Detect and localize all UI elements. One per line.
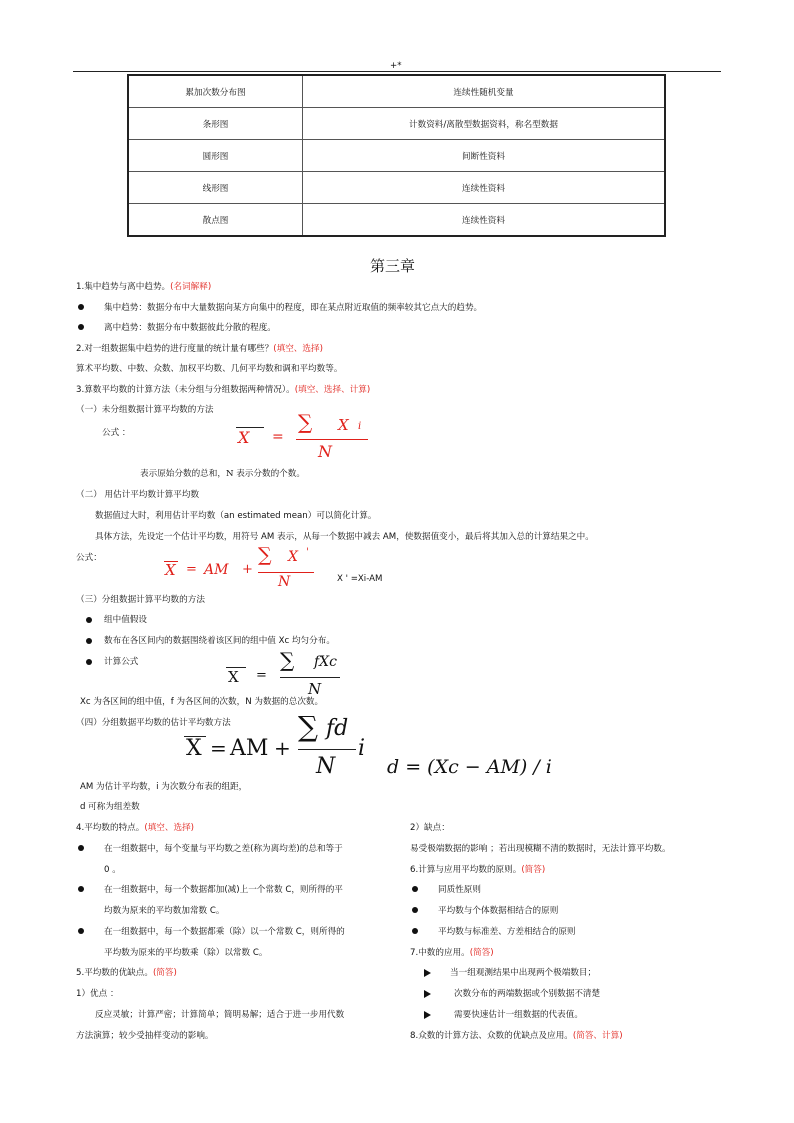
q4-tag: (填空、选择)	[144, 823, 195, 833]
q3-s3-item: 数布在各区间内的数据围绕着该区间的组中值 Xc 均匀分布。	[104, 636, 335, 646]
q4-item-line: 0 。	[104, 865, 121, 875]
overline	[164, 561, 178, 562]
bullet-icon	[86, 617, 92, 623]
formula-eq: =	[210, 736, 227, 760]
table-cell: 线形图	[128, 172, 303, 204]
q3-title	[76, 384, 370, 396]
q3-s4-note: AM 为估计平均数，i 为次数分布表的组距，	[80, 782, 248, 792]
formula-eq: =	[272, 429, 284, 445]
formula-unweighted-mean	[230, 412, 370, 464]
table-cell: 计数资料/离散型数据资料，称名型数据	[303, 108, 666, 140]
formula-sub: i	[358, 421, 362, 432]
q4-item-line: 平均数为原来的平均数乘（除）以常数 C。	[104, 948, 268, 958]
q4-item-line: 在一组数据中，每个变量与平均数之差(称为离均差)的总和等于	[104, 844, 343, 854]
q8-title	[410, 1030, 623, 1042]
q5-title-text: 5.平均数的优缺点。	[76, 968, 153, 978]
arrow-bullet-icon	[424, 969, 431, 977]
bullet-icon	[86, 638, 92, 644]
q6-title-text: 6.计算与应用平均数的原则。	[410, 865, 522, 875]
bullet-icon	[86, 659, 92, 665]
formula-grouped-estimated-mean	[180, 710, 380, 780]
formula-am: AM	[204, 562, 229, 578]
q4-title	[76, 822, 194, 834]
q3-s4-note: d 可称为组差数	[80, 802, 140, 812]
overline	[236, 427, 264, 428]
header-rule	[73, 71, 721, 72]
cons-label: 2）缺点：	[410, 823, 450, 833]
table-row	[128, 75, 665, 108]
q6-item: 同质性原则	[438, 885, 481, 895]
q1-title	[76, 281, 211, 293]
q3-tag: (填空、选择、计算)	[294, 385, 371, 395]
q5-pros-label: 1）优点 ：	[76, 989, 119, 999]
table-row	[128, 108, 665, 140]
q3-s2-line: 数据值过大时，利用估计平均数（an estimated mean）可以简化计算。	[95, 511, 377, 521]
q3-s2-side-formula: X ' =Xi-AM	[337, 574, 383, 584]
q8-title-text: 8.众数的计算方法、众数的优缺点及应用。	[410, 1031, 573, 1041]
q6-title	[410, 864, 545, 876]
formula-lhs: X	[186, 736, 202, 761]
q7-item: 次数分布的两端数据或个别数据不清楚	[454, 989, 601, 999]
formula-am: AM	[230, 736, 269, 761]
q3-s3-item: 组中值假设	[104, 615, 147, 625]
q1-title-text: 1.集中趋势与离中趋势。	[76, 282, 171, 292]
formula-lhs: X	[165, 561, 176, 579]
formula-num: X	[288, 549, 298, 565]
fraction-bar	[280, 677, 340, 678]
q7-item: 当一组观测结果中出现两个极端数目；	[450, 968, 597, 978]
bullet-icon	[78, 886, 84, 892]
q7-tag: (简答)	[469, 948, 494, 958]
table-cell: 散点图	[128, 204, 303, 237]
q3-s1-heading: （一）未分组数据计算平均数的方法	[76, 405, 214, 415]
formula-lhs: X	[228, 668, 239, 686]
formula-estimated-mean	[160, 545, 330, 593]
table-row	[128, 140, 665, 172]
q3-s4-heading: （四）分组数据平均数的估计平均数方法	[76, 718, 231, 728]
q3-s2-formula-label: 公式：	[76, 553, 102, 563]
formula-grouped-mean	[222, 650, 342, 700]
table-row	[128, 204, 665, 237]
sum-symbol: ∑	[298, 410, 313, 434]
bullet-icon	[412, 907, 418, 913]
q3-s3-heading: （三）分组数据计算平均数的方法	[76, 595, 205, 605]
arrow-bullet-icon	[424, 1011, 431, 1019]
formula-group-difference: d = (Xc − AM) / i	[387, 756, 552, 778]
header-mark: +*	[390, 61, 402, 71]
sum-symbol: ∑	[280, 648, 295, 672]
fraction-bar	[258, 572, 314, 573]
q7-item: 需要快速估计一组数据的代表值。	[454, 1010, 583, 1020]
formula-prime: '	[306, 547, 309, 558]
q4-item-line: 在一组数据中，每一个数据都乘（除）以一个常数 C，则所得的	[104, 927, 345, 937]
q6-tag: (简答)	[521, 865, 546, 875]
note-text: 表示原始分数的总和，	[140, 469, 226, 479]
formula-den: N	[318, 442, 332, 461]
q2-tag: (填空、选择)	[273, 344, 323, 354]
q1-item: 离中趋势：数据分布中数据彼此分散的程度。	[104, 323, 276, 333]
q2-answer: 算术平均数、中数、众数、加权平均数、几何平均数和调和平均数等。	[76, 364, 343, 374]
q3-s3-note: Xc 为各区间的组中值，f 为各区间的次数，N 为数据的总次数。	[80, 697, 324, 707]
q4-title-text: 4.平均数的特点。	[76, 823, 145, 833]
q4-item-line: 在一组数据中，每一个数据都加(减)上一个常数 C，则所得的平	[104, 885, 343, 895]
table-row	[128, 172, 665, 204]
cons-text: 易受极端数据的影响 ；若出现模糊不清的数据时，无法计算平均数。	[410, 844, 671, 854]
q1-tag: (名词解释)	[170, 282, 212, 292]
q2-title	[76, 343, 323, 355]
q2-title-text: 2.对一组数据集中趋势的进行度量的统计量有哪些？	[76, 344, 274, 354]
fraction-bar	[296, 439, 368, 440]
note-text: 表示分数的个数。	[233, 469, 305, 479]
chart-type-table	[127, 74, 666, 237]
formula-plus: +	[242, 562, 253, 577]
table-cell: 连续性资料	[303, 172, 666, 204]
chapter-title: 第三章	[370, 257, 416, 275]
q3-s2-line: 具体方法，先设定一个估计平均数，用符号 AM 表示，从每一个数据中减去 AM，使数据值变小，最后将其加入总的计算结果之中。	[95, 532, 594, 542]
overline	[226, 667, 246, 668]
q5-tag: (简答)	[152, 968, 177, 978]
bullet-icon	[412, 928, 418, 934]
formula-num: X	[338, 416, 349, 434]
formula-eq: =	[256, 668, 267, 683]
note-n: N	[225, 469, 234, 479]
formula-den: N	[316, 754, 336, 779]
q5-pros-line: 方法演算；较少受抽样变动的影响。	[76, 1031, 214, 1041]
q3-s1-formula-label: 公式 ：	[102, 428, 131, 438]
formula-den: N	[278, 574, 291, 590]
formula-plus: +	[274, 736, 291, 760]
q7-title-text: 7.中数的应用。	[410, 948, 470, 958]
formula-lhs: X	[238, 428, 250, 447]
table-cell: 圆形图	[128, 140, 303, 172]
bullet-icon	[78, 845, 84, 851]
q3-s2-heading: （二） 用估计平均数计算平均数	[76, 490, 200, 500]
q4-item-line: 均数为原来的平均数加常数 C。	[104, 906, 225, 916]
formula-num: fXc	[314, 654, 337, 670]
q7-title	[410, 947, 494, 959]
table-cell: 间断性资料	[303, 140, 666, 172]
q6-item: 平均数与个体数据相结合的原则	[438, 906, 559, 916]
formula-i: i	[358, 736, 366, 761]
table-cell: 连续性资料	[303, 204, 666, 237]
fraction-bar	[298, 749, 356, 750]
bullet-icon	[78, 928, 84, 934]
table-cell: 累加次数分布图	[128, 75, 303, 108]
bullet-icon	[78, 324, 84, 330]
arrow-bullet-icon	[424, 990, 431, 998]
table-cell: 连续性随机变量	[303, 75, 666, 108]
q5-title	[76, 967, 177, 979]
q3-s3-item: 计算公式	[104, 657, 139, 667]
formula-den: N	[308, 680, 322, 698]
sum-symbol: ∑	[258, 544, 272, 566]
q3-title-text: 3.算数平均数的计算方法（未分组与分组数据两种情况）。	[76, 385, 295, 395]
q6-item: 平均数与标准差、方差相结合的原则	[438, 927, 576, 937]
table-cell: 条形图	[128, 108, 303, 140]
sum-symbol: ∑	[298, 710, 318, 743]
overline	[184, 736, 206, 737]
bullet-icon	[78, 304, 84, 310]
q3-s1-note	[140, 468, 305, 480]
formula-num: fd	[326, 716, 349, 741]
q5-pros-line: 反应灵敏；计算严密；计算简单；简明易解；适合于进一步用代数	[95, 1010, 345, 1020]
formula-eq: =	[186, 562, 197, 577]
q8-tag: (简答、计算)	[572, 1031, 623, 1041]
bullet-icon	[412, 886, 418, 892]
q1-item: 集中趋势：数据分布中大量数据向某方向集中的程度，即在某点附近取值的频率较其它点大的趋势。	[104, 303, 483, 313]
